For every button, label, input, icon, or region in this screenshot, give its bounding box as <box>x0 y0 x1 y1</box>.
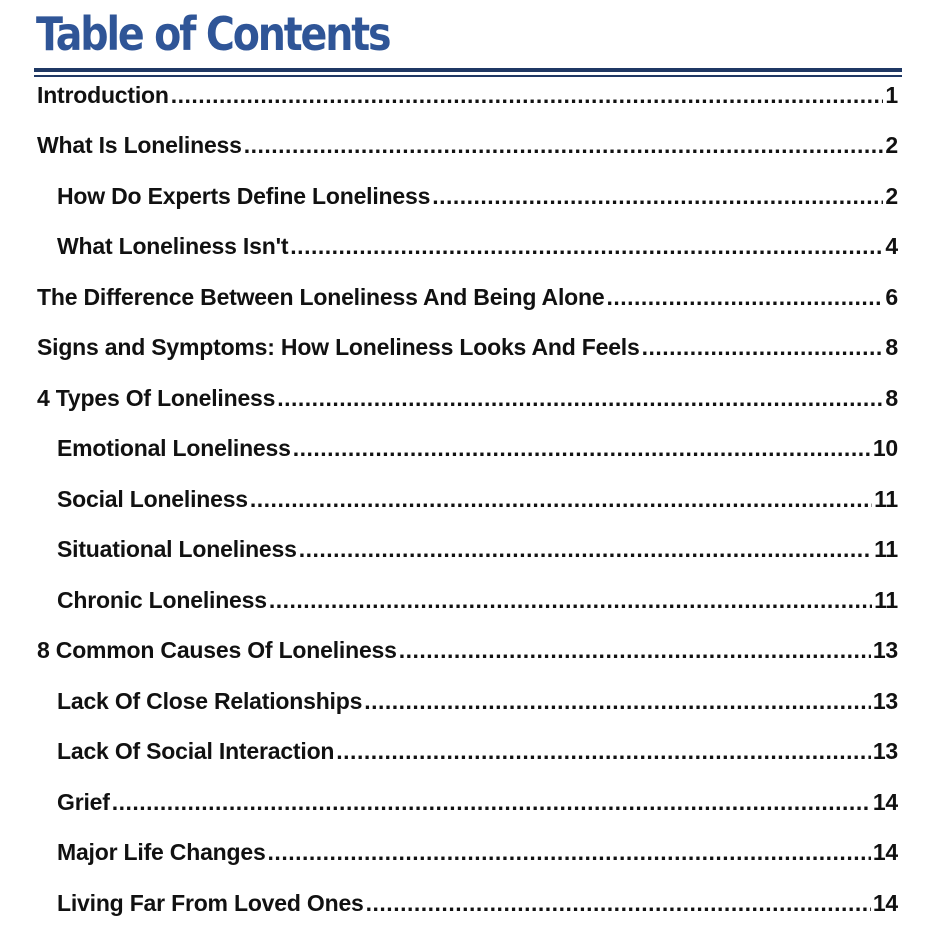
toc-entry[interactable] <box>37 284 898 334</box>
toc-entry-label: The Difference Between Loneliness And Being Alone <box>37 284 605 310</box>
toc-entry-page-number: 13 <box>872 738 898 764</box>
dot-leader <box>299 536 872 563</box>
toc-entry[interactable] <box>57 587 898 637</box>
toc-entry-label: Grief <box>57 789 110 815</box>
toc-entry-page-number: 2 <box>885 132 898 158</box>
title-rule-thick <box>34 68 902 72</box>
toc-entry[interactable] <box>57 233 898 283</box>
toc-entry-label: Social Loneliness <box>57 486 248 512</box>
toc-entry[interactable] <box>57 789 898 839</box>
dot-leader <box>366 890 871 917</box>
dot-leader <box>250 486 872 513</box>
title-rule-thin <box>34 75 902 77</box>
toc-entry-label: Lack Of Social Interaction <box>57 738 335 764</box>
toc-entry-page-number: 14 <box>872 890 898 916</box>
dot-leader <box>606 284 883 311</box>
dot-leader <box>171 82 884 109</box>
dot-leader <box>277 385 883 412</box>
toc-entry-label: Introduction <box>37 82 169 108</box>
toc-entry[interactable] <box>37 385 898 435</box>
toc-entry-page-number: 10 <box>872 435 898 461</box>
toc-entry-label: Living Far From Loved Ones <box>57 890 364 916</box>
toc-entry[interactable] <box>57 688 898 738</box>
toc-entry-page-number: 8 <box>885 385 898 411</box>
toc-entry-page-number: 11 <box>874 486 898 512</box>
toc-entry[interactable] <box>57 435 898 485</box>
toc-entry-page-number: 4 <box>885 233 898 259</box>
dot-leader <box>432 183 883 210</box>
dot-leader <box>268 839 871 866</box>
dot-leader <box>399 637 871 664</box>
toc-entry[interactable] <box>57 890 898 940</box>
toc-entry[interactable] <box>57 486 898 536</box>
toc-entry-page-number: 11 <box>874 587 898 613</box>
toc-entry-label: What Is Loneliness <box>37 132 242 158</box>
toc-entry-label: Signs and Symptoms: How Loneliness Looks And Feels <box>37 334 640 360</box>
toc-entry-page-number: 2 <box>885 183 898 209</box>
dot-leader <box>364 688 871 715</box>
toc-entry[interactable] <box>37 637 898 687</box>
dot-leader <box>336 738 871 765</box>
toc-entry-page-number: 13 <box>872 637 898 663</box>
toc-entry-page-number: 14 <box>872 789 898 815</box>
toc-entry-label: 8 Common Causes Of Loneliness <box>37 637 397 663</box>
toc-entry[interactable] <box>37 82 898 132</box>
toc-entry-label: Situational Loneliness <box>57 536 297 562</box>
toc-entry-label: What Loneliness Isn't <box>57 233 289 259</box>
toc-entry-label: Chronic Loneliness <box>57 587 267 613</box>
toc-entry-page-number: 1 <box>885 82 898 108</box>
dot-leader <box>269 587 872 614</box>
toc-entry[interactable] <box>57 183 898 233</box>
toc-entry[interactable] <box>57 738 898 788</box>
dot-leader <box>293 435 871 462</box>
dot-leader <box>112 789 871 816</box>
toc-entry-label: Emotional Loneliness <box>57 435 291 461</box>
toc-entry[interactable] <box>37 334 898 384</box>
toc-entry[interactable] <box>37 132 898 182</box>
toc-entry-page-number: 11 <box>874 536 898 562</box>
toc-entry-label: 4 Types Of Loneliness <box>37 385 276 411</box>
toc-entry-label: How Do Experts Define Loneliness <box>57 183 431 209</box>
toc-entry[interactable] <box>57 839 898 889</box>
toc-entry-page-number: 13 <box>872 688 898 714</box>
toc-entry-page-number: 6 <box>885 284 898 310</box>
page-title: Table of Contents <box>36 7 390 61</box>
toc-entry[interactable] <box>57 536 898 586</box>
dot-leader <box>290 233 883 260</box>
toc-entry-page-number: 8 <box>885 334 898 360</box>
toc-entry-label: Lack Of Close Relationships <box>57 688 363 714</box>
dot-leader <box>244 132 884 159</box>
toc-entry-page-number: 14 <box>872 839 898 865</box>
dot-leader <box>642 334 884 361</box>
toc-entry-label: Major Life Changes <box>57 839 266 865</box>
